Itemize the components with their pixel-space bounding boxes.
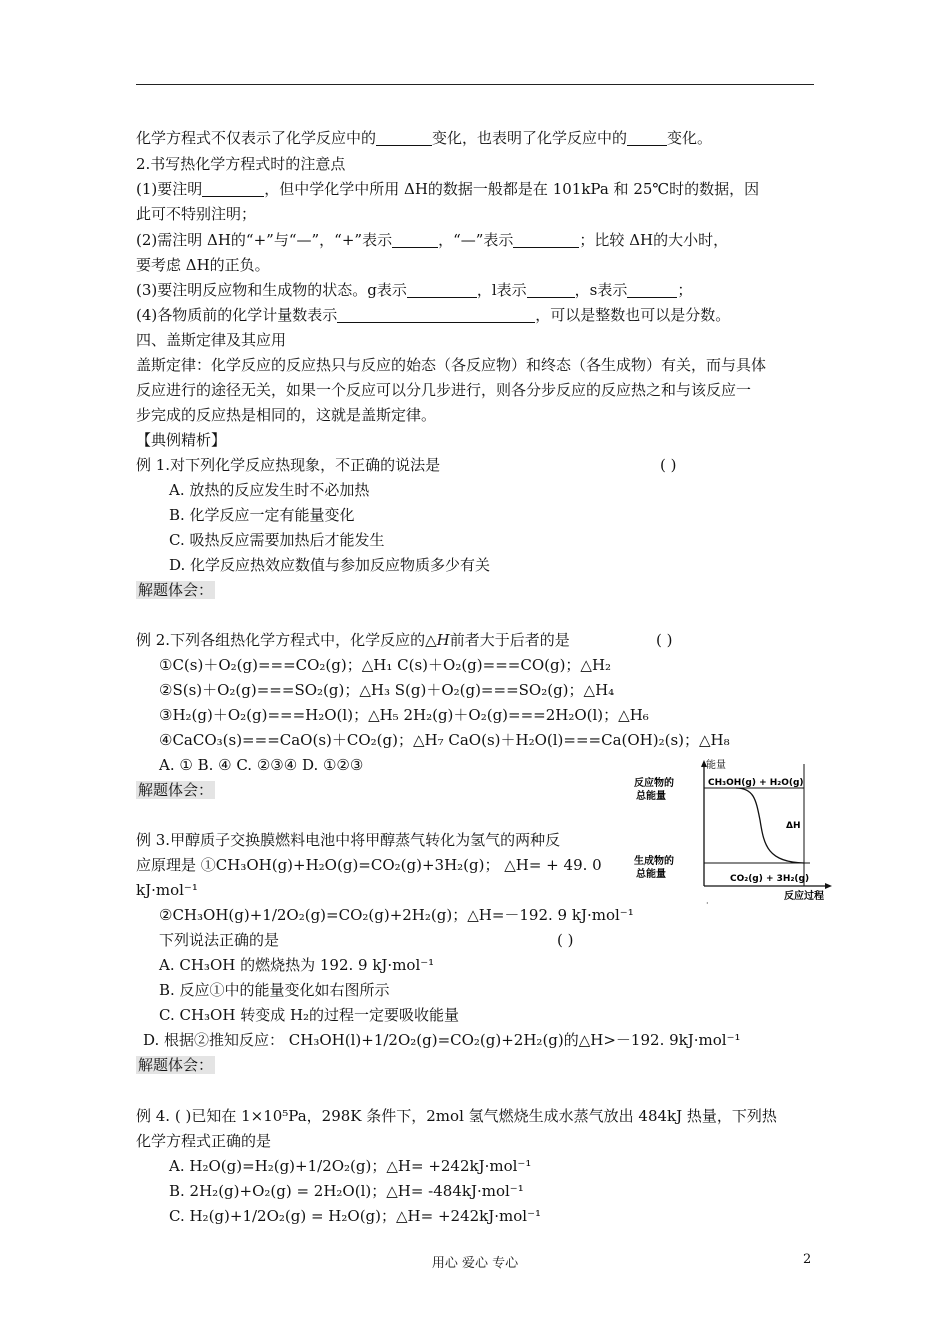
text-line: (2)需注明 ΔH的“+”与“—”，“+”表示 ，“—”表示 ；比较 ΔH的大小时，	[136, 231, 729, 249]
fill-blank[interactable]	[376, 129, 432, 146]
question-stem: 例 2.下列各组热化学方程式中，化学反应的△H前者大于后者的是	[136, 631, 570, 649]
question-stem: 应原理是 ①CH₃OH(g)+H₂O(g)=CO₂(g)+3H₂(g)； △H= + 49. 0	[136, 856, 602, 874]
x-axis-arrow-icon	[825, 883, 832, 889]
question-stem: kJ·mol⁻¹	[136, 881, 198, 899]
x-axis-label: 反应过程	[784, 891, 824, 902]
fill-blank[interactable]	[513, 231, 579, 248]
text-line: 步完成的反应热是相同的，这就是盖斯定律。	[136, 406, 437, 424]
question-prompt: 下列说法正确的是	[159, 931, 280, 949]
text-line: 要考虑 ΔH的正负。	[136, 256, 270, 274]
question-stem: ②CH₃OH(g)+1/2O₂(g)=CO₂(g)+2H₂(g)；△H=－192. 9 kJ·mol⁻¹	[159, 906, 634, 924]
reflection-label: 解题体会：	[138, 581, 214, 599]
reflection-label: 解题体会：	[138, 1056, 214, 1074]
section-heading: 【典例精析】	[136, 431, 227, 449]
diagram-dot: ·	[706, 899, 709, 908]
energy-diagram	[632, 758, 838, 908]
reaction-pair-2: ②S(s)＋O₂(g)===SO₂(g)；△H₃ S(g)＋O₂(g)===SO₂(g)；△H₄	[159, 681, 615, 699]
answer-paren[interactable]: ( )	[656, 631, 673, 649]
reflection-label: 解题体会：	[138, 781, 214, 799]
delta-h-label: ΔH	[786, 821, 801, 831]
header-rule	[136, 84, 814, 85]
fill-blank[interactable]	[202, 180, 264, 197]
question-stem: 例 4. ( )已知在 1×10⁵Pa，298K 条件下，2mol 氢气燃烧生成水蒸气放出 484kJ 热量，下列热	[136, 1107, 777, 1125]
option-a: A. H₂O(g)=H₂(g)+1/2O₂(g)；△H= +242kJ·mol⁻¹	[169, 1157, 532, 1175]
option-a: A. CH₃OH 的燃烧热为 192. 9 kJ·mol⁻¹	[159, 956, 435, 974]
option-b: B. 反应①中的能量变化如右图所示	[159, 981, 390, 999]
fill-blank[interactable]	[627, 281, 677, 298]
question-stem: 例 3.甲醇质子交换膜燃料电池中将甲醇蒸气转化为氢气的两种反	[136, 831, 561, 849]
bottom-formula: CO₂(g) + 3H₂(g)	[730, 874, 810, 884]
text-line: 此可不特别注明；	[136, 205, 257, 223]
option-c: C. CH₃OH 转变成 H₂的过程一定要吸收能量	[159, 1006, 460, 1024]
reaction-pair-4: ④CaCO₃(s)===CaO(s)＋CO₂(g)；△H₇ CaO(s)＋H₂O(l)===Ca(OH)₂(s)；△H₈	[159, 731, 730, 749]
products-label: 总能量	[636, 869, 666, 880]
option-c: C. 吸热反应需要加热后才能发生	[169, 531, 385, 549]
answer-paren[interactable]: ( )	[557, 931, 574, 949]
text-line: 盖斯定律：化学反应的反应热只与反应的始态（各反应物）和终态（各生成物）有关，而与具体	[136, 356, 767, 374]
fill-blank[interactable]	[337, 306, 535, 323]
option-d: D. 化学反应热效应数值与参加反应物质多少有关	[169, 556, 491, 574]
page-footer: 用心 爱心 专心	[431, 1256, 519, 1271]
options-row: A. ① B. ④ C. ②③④ D. ①②③	[159, 756, 364, 774]
fill-blank[interactable]	[627, 129, 667, 146]
page-number: 2	[803, 1252, 812, 1267]
option-b: B. 2H₂(g)+O₂(g) = 2H₂O(l)；△H= -484kJ·mol⁻¹	[169, 1182, 524, 1200]
question-stem: 化学方程式正确的是	[136, 1132, 272, 1150]
fill-blank[interactable]	[392, 231, 438, 248]
reactants-label: 反应物的	[634, 778, 674, 789]
option-d: D. 根据②推知反应： CH₃OH(l)+1/2O₂(g)=CO₂(g)+2H₂(g)的△H>－192. 9kJ·mol⁻¹	[143, 1031, 741, 1049]
reaction-pair-1: ①C(s)＋O₂(g)===CO₂(g)；△H₁ C(s)＋O₂(g)===CO(g)；△H₂	[159, 656, 612, 674]
section-heading: 2.书写热化学方程式时的注意点	[136, 155, 346, 173]
fill-blank[interactable]	[407, 281, 477, 298]
products-label: 生成物的	[634, 856, 674, 867]
text-line: (3)要注明反应物和生成物的状态。g表示 ，l表示 ，s表示 ；	[136, 281, 693, 299]
reaction-pair-3: ③H₂(g)＋O₂(g)===H₂O(l)；△H₅ 2H₂(g)＋O₂(g)===2H₂O(l)；△H₆	[159, 706, 649, 724]
reactants-label: 总能量	[636, 791, 666, 802]
text-line: 反应进行的途径无关，如果一个反应可以分几步进行，则各分步反应的反应热之和与该反应一	[136, 381, 752, 399]
top-formula: CH₃OH(g) + H₂O(g)	[708, 778, 804, 788]
option-b: B. 化学反应一定有能量变化	[169, 506, 355, 524]
text-line: 化学方程式不仅表示了化学反应中的 变化，也表明了化学反应中的 变化。	[136, 129, 713, 147]
section-heading: 四、盖斯定律及其应用	[136, 331, 287, 349]
text-line: (4)各物质前的化学计量数表示 ，可以是整数也可以是分数。	[136, 306, 731, 324]
answer-paren[interactable]: ( )	[660, 456, 677, 474]
option-a: A. 放热的反应发生时不必加热	[169, 481, 370, 499]
option-c: C. H₂(g)+1/2O₂(g) = H₂O(g)；△H= +242kJ·mol⁻¹	[169, 1207, 542, 1225]
question-stem: 例 1.对下列化学反应热现象，不正确的说法是	[136, 456, 441, 474]
y-axis-label: 能量	[706, 760, 726, 771]
fill-blank[interactable]	[527, 281, 575, 298]
text-line: (1)要注明 ，但中学化学中所用 ΔH的数据一般都是在 101kPa 和 25℃时的数据，因	[136, 180, 760, 198]
